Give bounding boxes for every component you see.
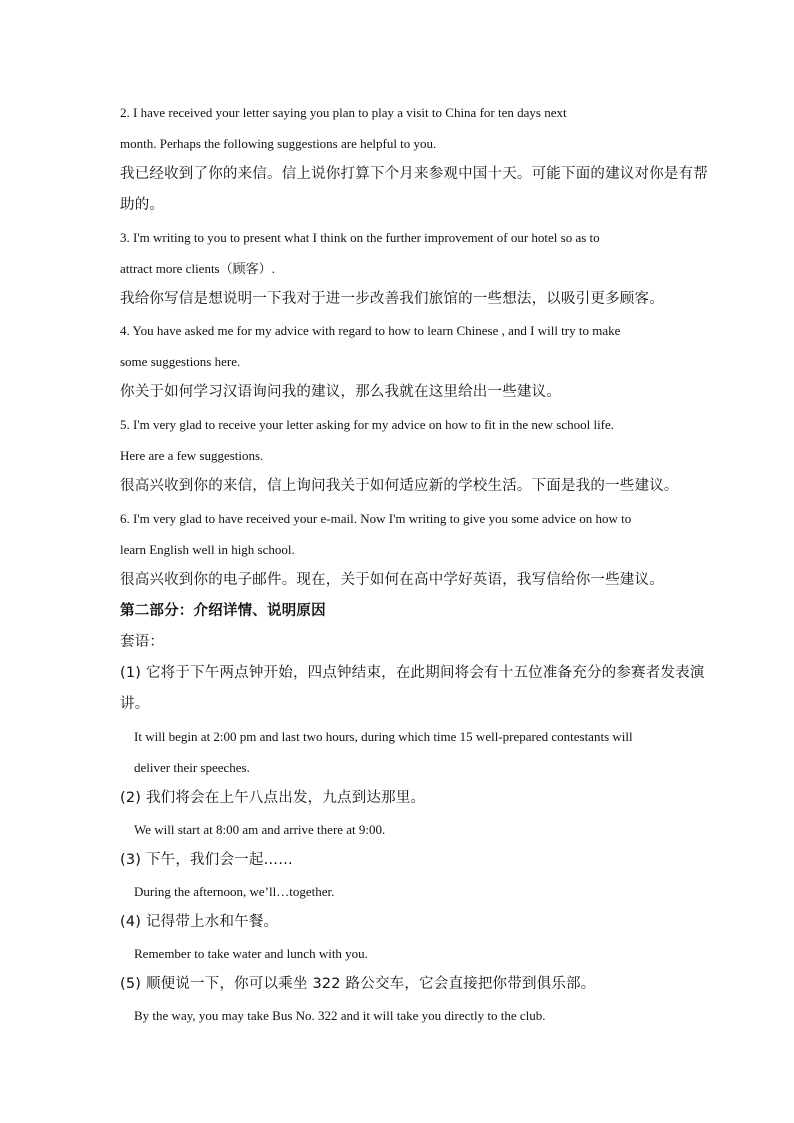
text-line: 很高兴收到你的来信，信上询问我关于如何适应新的学校生活。下面是我的一些建议。	[120, 478, 679, 494]
text-line: (3) 下午，我们会一起……	[120, 852, 293, 868]
text-line: (4) 记得带上水和午餐。	[120, 914, 279, 930]
text-line: attract more clients（顾客）.	[120, 261, 275, 276]
text-line: During the afternoon, we’ll…together.	[134, 884, 335, 899]
text-line: deliver their speeches.	[134, 760, 250, 775]
text-line: 很高兴收到你的电子邮件。现在，关于如何在高中学好英语，我写信给你一些建议。	[120, 572, 664, 588]
text-line: 我已经收到了你的来信。信上说你打算下个月来参观中国十天。可能下面的建议对你是有帮	[120, 166, 708, 182]
text-line: 讲。	[120, 696, 150, 712]
text-line: 3. I'm writing to you to present what I think on the further improvement of our hotel so as to	[120, 230, 600, 245]
text-line: 你关于如何学习汉语询问我的建议，那么我就在这里给出一些建议。	[120, 384, 561, 400]
text-line: 5. I'm very glad to receive your letter asking for my advice on how to fit in the new school life.	[120, 417, 615, 432]
text-line: some suggestions here.	[120, 354, 241, 369]
text-line: Remember to take water and lunch with you.	[134, 946, 368, 961]
text-line: learn English well in high school.	[120, 542, 295, 557]
text-line: 套语：	[120, 634, 165, 650]
text-line: (5) 顺便说一下，你可以乘坐 322 路公交车，它会直接把你带到俱乐部。	[120, 976, 596, 992]
section-heading: 第二部分：介绍详情、说明原因	[120, 603, 326, 619]
text-line: 2. I have received your letter saying you plan to play a visit to China for ten days next	[120, 105, 567, 120]
text-line: 4. You have asked me for my advice with regard to how to learn Chinese , and I will try to make	[120, 323, 621, 338]
text-line: 6. I'm very glad to have received your e-mail. Now I'm writing to give you some advice on how to	[120, 511, 632, 526]
text-line: (1) 它将于下午两点钟开始，四点钟结束，在此期间将会有十五位准备充分的参赛者发表演	[120, 665, 705, 681]
text-line: Here are a few suggestions.	[120, 448, 264, 463]
text-line: It will begin at 2:00 pm and last two hours, during which time 15 well-prepared contestants will	[134, 729, 633, 744]
text-line: By the way, you may take Bus No. 322 and it will take you directly to the club.	[134, 1008, 546, 1023]
text-line: month. Perhaps the following suggestions are helpful to you.	[120, 136, 437, 151]
text-line: 我给你写信是想说明一下我对于进一步改善我们旅馆的一些想法，以吸引更多顾客。	[120, 291, 664, 307]
text-line: (2) 我们将会在上午八点出发，九点到达那里。	[120, 790, 426, 806]
text-line: We will start at 8:00 am and arrive there at 9:00.	[134, 822, 386, 837]
text-line: 助的。	[120, 197, 165, 213]
